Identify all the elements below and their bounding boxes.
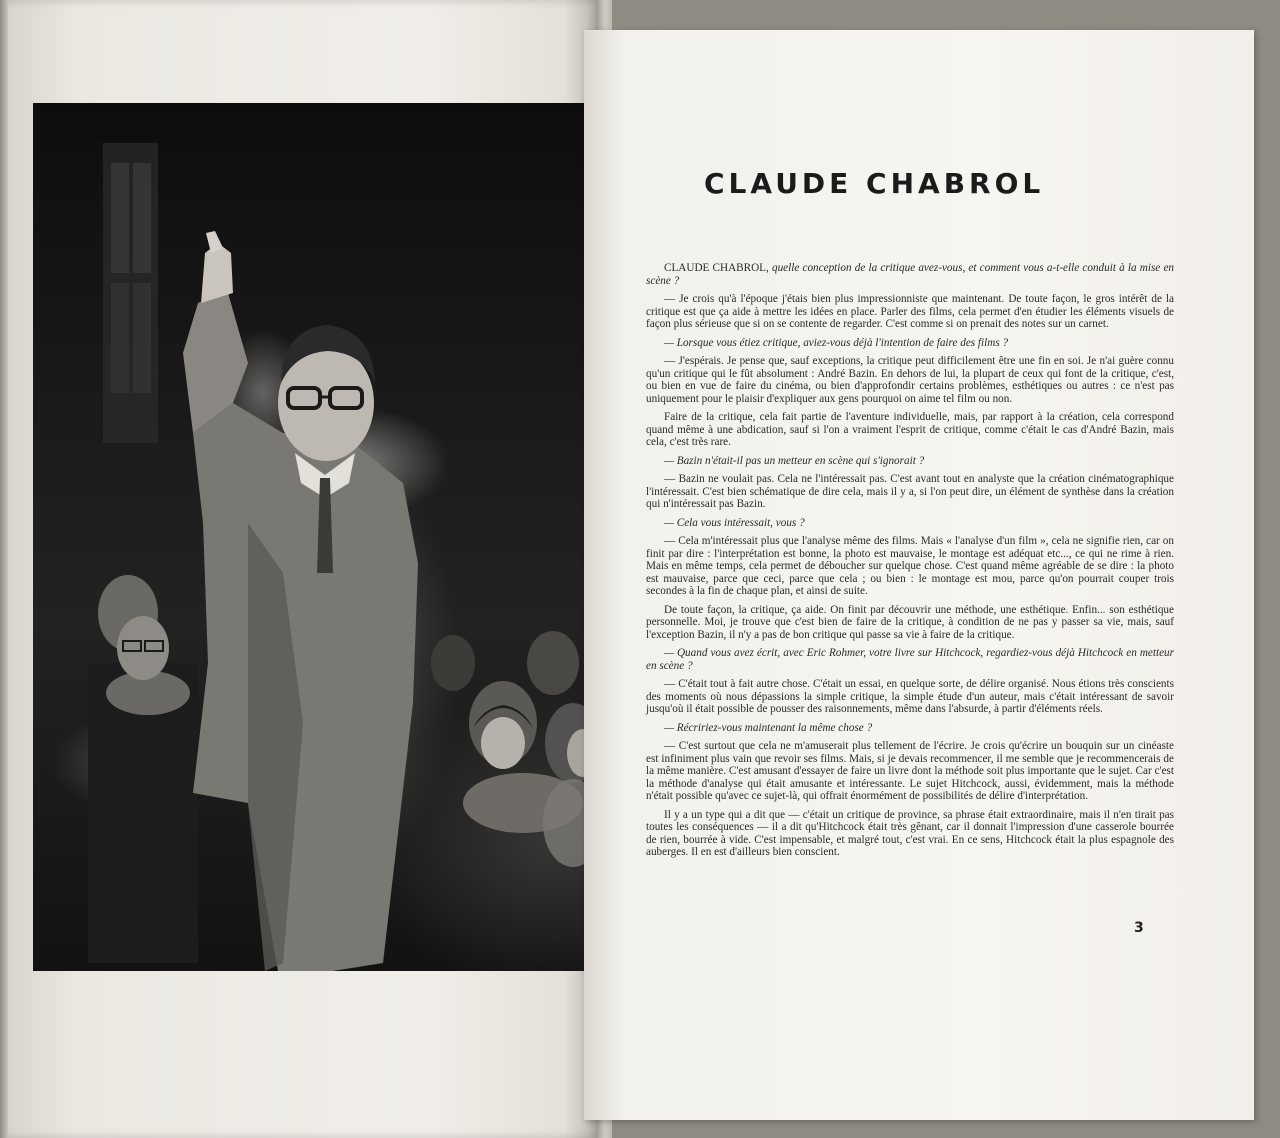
- answer-paragraph: De toute façon, la critique, ça aide. On finit par découvrir une méthode, une esthétique. Enfin... son esthétique personnelle. Moi, je trouve que c'est bien de faire de la critique, à condition de ne pas y passer sa vie, mais, sauf l'exception Bazin, il n'y a pas de bon critique qui passe sa vie à faire de la critique.: [646, 603, 1174, 641]
- interview-text: [646, 262, 1174, 865]
- right-page: [584, 30, 1254, 1120]
- answer-paragraph: — C'était tout à fait autre chose. C'était un essai, en quelque sorte, de délire organisé. Nous étions très conscients des moments où nous dépassions la simple critique, la simple étude d'un auteur, mais c'était intéressant de savoir jusqu'où il était possible de pousser des raisonnements, même dans l'absurde, à partir d'éléments réels.: [646, 678, 1174, 715]
- answer-paragraph: — Cela m'intéressait plus que l'analyse même des films. Mais « l'analyse d'un film », cela ne signifie rien, car on finit par dire : l'interprétation est bonne, la photo est mauvaise, le montage est adéquat etc..., ce qui ne rime à rien. Mais en même temps, cela permet de déboucher sur quelque chose. C'est quand même agréable de se dire : la photo est mauvaise, parce que ceci, parce que cela ; ou bien : le montage est mou, parce qu'on pourrait couper trois secondes à la fin de chaque plan, et ainsi de suite.: [646, 535, 1174, 597]
- question-paragraph: — Cela vous intéressait, vous ?: [664, 516, 805, 529]
- left-page: [8, 0, 600, 1138]
- question-paragraph: — Quand vous avez écrit, avec Eric Rohmer, votre livre sur Hitchcock, regardiez-vous déjà Hitchcock en metteur en scène ?: [646, 647, 1174, 672]
- photo-illustration: [33, 103, 600, 971]
- answer-paragraph: — C'est surtout que cela ne m'amuserait plus tellement de l'écrire. Je crois qu'écrire un bouquin sur un cinéaste est infiniment plus vain que revoir ses films. Mais, si je devais recommencer, il me semble que je recommencerais de la même manière. C'est amusant d'essayer de faire un livre dont la méthode soit plus importante que le sujet. Car c'est la méthode d'analyse qui était amusante et intéressante. Le sujet Hitchcock, aussi, évidemment, mais la méthode n'était possible qu'avec ce sujet-là, qui offrait énormément de possibilités de délire d'interprétation.: [646, 740, 1174, 802]
- page-number: 3: [1134, 920, 1144, 936]
- answer-paragraph: Faire de la critique, cela fait partie de l'aventure individuelle, mais, par rapport à la création, cela correspond quand même à une abdication, sauf si l'on a vraiment l'esprit de critique, comme c'était le cas d'André Bazin, mais cela, c'est très rare.: [646, 411, 1174, 448]
- answer-paragraph: — Je crois qu'à l'époque j'étais bien plus impressionniste que maintenant. De toute façon, le gros intérêt de la critique est que ça aide à mettre les idées en place. Parler des films, cela permet d'en étudier les éléments visuels de façon plus sérieuse que si on se contente de regarder. C'est comme si on prenait des notes sur un carnet.: [646, 293, 1174, 330]
- intro-lead: CLAUDE CHABROL,: [664, 262, 769, 274]
- intro-paragraph: [646, 262, 1174, 287]
- question-paragraph: — Lorsque vous étiez critique, aviez-vous déjà l'intention de faire des films ?: [664, 336, 1009, 349]
- answer-paragraph: — J'espérais. Je pense que, sauf exceptions, la critique peut difficilement être une fin en soi. Je n'ai guère connu qu'un critique qui le fût absolument : André Bazin. En dehors de lui, la plupart de ceux qui font de la critique, c'est, ou bien en vue de faire du cinéma, ou bien d'approfondir certains problèmes, esthétiques ou autres : ce n'est pas uniquement pour le plaisir d'expliquer aux gens pourquoi on aime tel film ou non.: [646, 355, 1174, 405]
- question-paragraph: — Récririez-vous maintenant la même chose ?: [664, 721, 873, 734]
- page-title: CLAUDE CHABROL: [704, 166, 1045, 200]
- left-page-edge: [0, 0, 8, 1138]
- answer-paragraph: — Bazin ne voulait pas. Cela ne l'intéressait pas. C'est avant tout en analyste que la création cinématographique l'intéressait. C'est bien schématique de dire cela, mais il y a, si l'on peut dire, un élément de synthèse dans la création qui n'intéressait pas Bazin.: [646, 473, 1174, 510]
- answer-paragraph: Il y a un type qui a dit que — c'était un critique de province, sa phrase était extraordinaire, mais il n'en tirait pas toutes les conséquences — il a dit qu'Hitchcock était très gênant, car il donnait l'impression d'une casserole bourrée de rien, bourrée à vide. C'est impensable, et malgré tout, c'est vrai. En ce sens, Hitchcock était la plus espagnole des auberges. Il en est d'ailleurs bien conscient.: [646, 808, 1174, 858]
- intro-question: quelle conception de la critique avez-vous, et comment vous a-t-elle conduit à la mise en scène ?: [646, 262, 1175, 287]
- portrait-photo: [33, 103, 600, 971]
- question-paragraph: — Bazin n'était-il pas un metteur en scène qui s'ignorait ?: [664, 454, 925, 467]
